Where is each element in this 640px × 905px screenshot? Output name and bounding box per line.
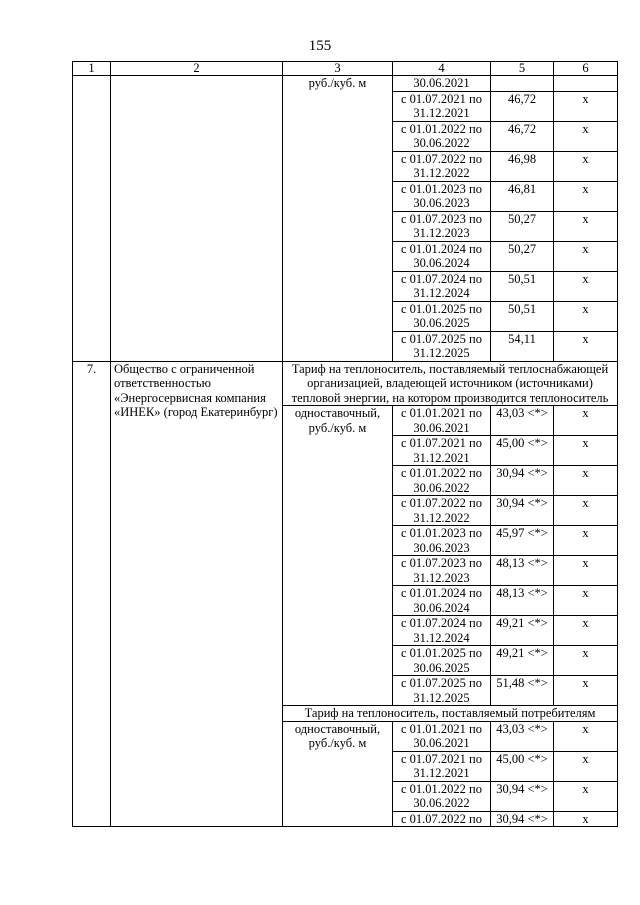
value-cell: 30,94 <*> [491,781,554,811]
org-name-cell: Общество с ограниченной ответственностью «Энергосервисная компания «ИНЕК» (город Екатеринбург) [111,361,283,827]
tariff-table [72,61,618,827]
value-cell: 54,11 [491,331,554,361]
mark-cell: х [554,436,618,466]
period-cell: с 01.07.2022 по [393,811,491,827]
period-cell: 30.06.2021 [393,76,491,92]
mark-cell: х [554,646,618,676]
mark-cell: х [554,241,618,271]
table-row [73,76,618,92]
period-cell: с 01.01.2024 по 30.06.2024 [393,241,491,271]
value-cell: 30,94 <*> [491,496,554,526]
period-cell: с 01.01.2021 по 30.06.2021 [393,406,491,436]
column-number-row [73,62,618,76]
org-name-cell [111,76,283,362]
mark-cell: х [554,526,618,556]
mark-cell: х [554,676,618,706]
section-title: Тариф на теплоноситель, поставляемый потребителям [283,706,618,722]
table-row [73,361,618,406]
value-cell: 51,48 <*> [491,676,554,706]
unit-cell: одноставочный, руб./куб. м [283,406,393,706]
column-number-header: 6 [554,62,618,76]
value-cell: 50,27 [491,241,554,271]
period-cell: с 01.07.2025 по 31.12.2025 [393,676,491,706]
value-cell: 46,81 [491,181,554,211]
value-cell: 45,00 <*> [491,751,554,781]
value-cell: 43,03 <*> [491,721,554,751]
period-cell: с 01.07.2021 по 31.12.2021 [393,91,491,121]
org-number-cell [73,76,111,362]
value-cell: 43,03 <*> [491,406,554,436]
period-cell: с 01.01.2021 по 30.06.2021 [393,721,491,751]
period-cell: с 01.01.2024 по 30.06.2024 [393,586,491,616]
period-cell: с 01.01.2022 по 30.06.2022 [393,121,491,151]
value-cell: 48,13 <*> [491,556,554,586]
value-cell: 48,13 <*> [491,586,554,616]
mark-cell [554,76,618,92]
mark-cell: х [554,721,618,751]
mark-cell: х [554,91,618,121]
value-cell: 49,21 <*> [491,646,554,676]
value-cell: 50,27 [491,211,554,241]
mark-cell: х [554,121,618,151]
mark-cell: х [554,211,618,241]
period-cell: с 01.07.2023 по 31.12.2023 [393,556,491,586]
page-number: 155 [308,38,332,54]
mark-cell: х [554,811,618,827]
period-cell: с 01.07.2024 по 31.12.2024 [393,616,491,646]
period-cell: с 01.01.2022 по 30.06.2022 [393,466,491,496]
column-number-header: 5 [491,62,554,76]
period-cell: с 01.07.2022 по 31.12.2022 [393,496,491,526]
value-cell: 46,72 [491,121,554,151]
column-number-header: 3 [283,62,393,76]
column-number-header: 2 [111,62,283,76]
period-cell: с 01.01.2023 по 30.06.2023 [393,181,491,211]
value-cell: 46,72 [491,91,554,121]
unit-cell: руб./куб. м [283,76,393,362]
period-cell: с 01.07.2021 по 31.12.2021 [393,436,491,466]
mark-cell: х [554,181,618,211]
mark-cell: х [554,616,618,646]
period-cell: с 01.07.2025 по 31.12.2025 [393,331,491,361]
period-cell: с 01.01.2025 по 30.06.2025 [393,301,491,331]
mark-cell: х [554,781,618,811]
value-cell: 45,00 <*> [491,436,554,466]
period-cell: с 01.01.2025 по 30.06.2025 [393,646,491,676]
mark-cell: х [554,406,618,436]
period-cell: с 01.01.2022 по 30.06.2022 [393,781,491,811]
value-cell: 50,51 [491,271,554,301]
mark-cell: х [554,271,618,301]
value-cell: 50,51 [491,301,554,331]
mark-cell: х [554,586,618,616]
column-number-header: 1 [73,62,111,76]
section-title: Тариф на теплоноситель, поставляемый теплоснабжающей организацией, владеющей источником (источниками) тепловой энергии, на котором производится теплоноситель [283,361,618,406]
period-cell: с 01.07.2023 по 31.12.2023 [393,211,491,241]
value-cell: 46,98 [491,151,554,181]
period-cell: с 01.07.2021 по 31.12.2021 [393,751,491,781]
unit-cell: одноставочный, руб./куб. м [283,721,393,827]
mark-cell: х [554,556,618,586]
period-cell: с 01.07.2022 по 31.12.2022 [393,151,491,181]
mark-cell: х [554,301,618,331]
value-cell: 30,94 <*> [491,466,554,496]
mark-cell: х [554,466,618,496]
value-cell: 45,97 <*> [491,526,554,556]
period-cell: с 01.07.2024 по 31.12.2024 [393,271,491,301]
value-cell: 49,21 <*> [491,616,554,646]
mark-cell: х [554,496,618,526]
mark-cell: х [554,331,618,361]
org-number-cell: 7. [73,361,111,827]
value-cell: 30,94 <*> [491,811,554,827]
column-number-header: 4 [393,62,491,76]
period-cell: с 01.01.2023 по 30.06.2023 [393,526,491,556]
value-cell [491,76,554,92]
mark-cell: х [554,151,618,181]
mark-cell: х [554,751,618,781]
